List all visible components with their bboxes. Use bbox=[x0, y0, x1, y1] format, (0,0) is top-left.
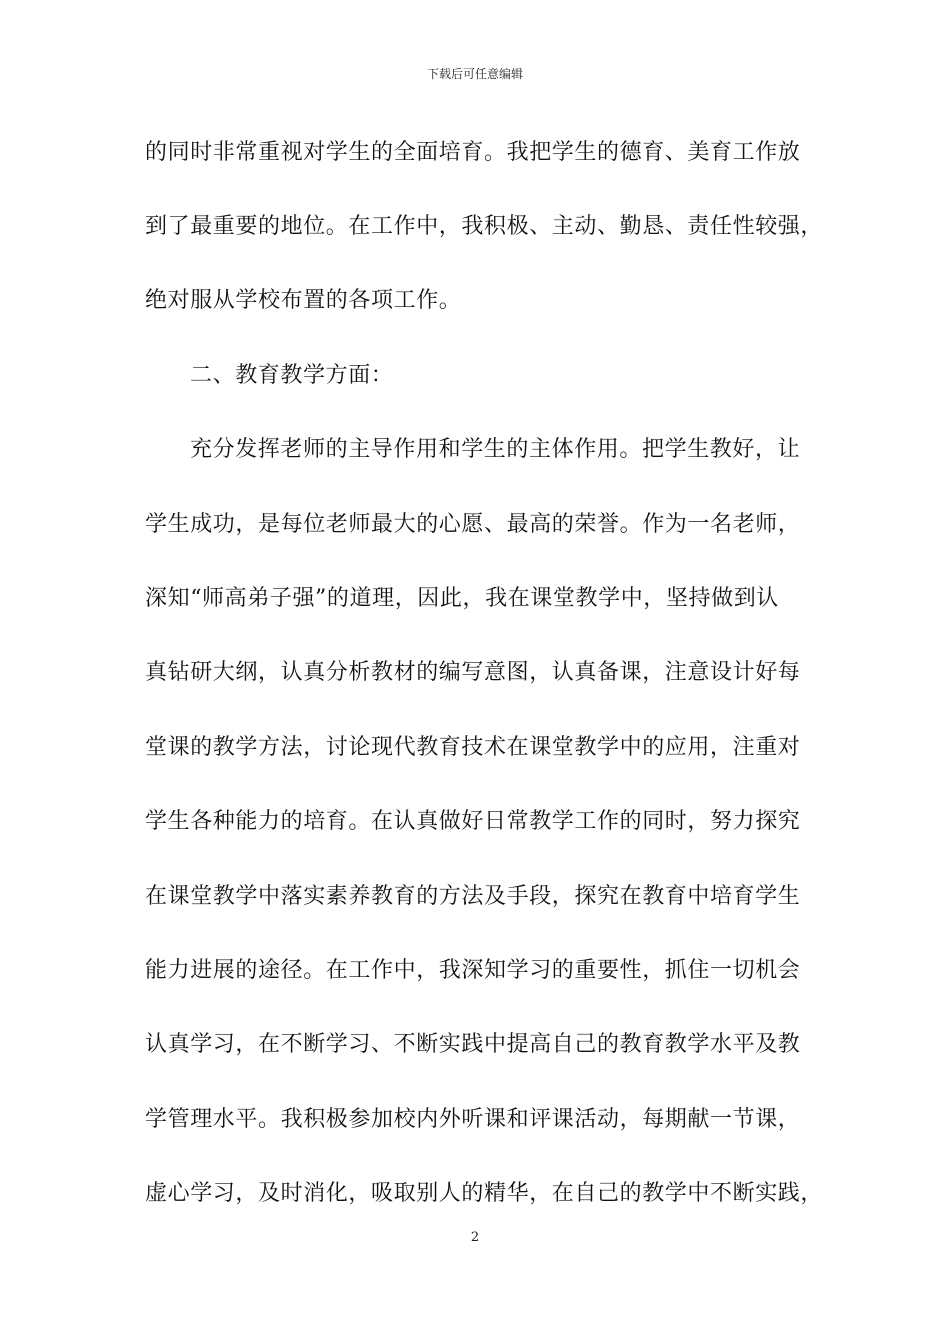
body-line: 学管理水平。我积极参加校内外听课和评课活动，每期献一节课， bbox=[145, 1107, 801, 1132]
body-line: 认真学习，在不断学习、不断实践中提高自己的教育教学水平及教 bbox=[145, 1032, 801, 1057]
body-line: 深知“师高弟子强”的道理，因此，我在课堂教学中，坚持做到认 bbox=[145, 586, 779, 611]
body-line: 到了最重要的地位。在工作中，我积极、主动、勤恳、责任性较强， bbox=[145, 214, 824, 239]
body-line: 在课堂教学中落实素养教育的方法及手段，探究在教育中培育学生 bbox=[145, 884, 801, 909]
section-heading: 二、教育教学方面： bbox=[190, 363, 394, 388]
body-line: 学生成功，是每位老师最大的心愿、最高的荣誉。作为一名老师， bbox=[145, 512, 801, 537]
body-line: 堂课的教学方法，讨论现代教育技术在课堂教学中的应用，注重对 bbox=[145, 735, 801, 760]
body-line: 学生各种能力的培育。在认真做好日常教学工作的同时，努力探究 bbox=[145, 809, 801, 834]
body-line: 绝对服从学校布置的各项工作。 bbox=[145, 288, 462, 313]
body-line: 虚心学习，及时消化，吸取别人的精华，在自己的教学中不断实践， bbox=[145, 1181, 824, 1206]
body-line: 的同时非常重视对学生的全面培育。我把学生的德育、美育工作放 bbox=[145, 140, 801, 165]
page-number: 2 bbox=[470, 1230, 480, 1245]
body-line: 充分发挥老师的主导作用和学生的主体作用。把学生教好，让 bbox=[190, 437, 801, 462]
body-line: 能力进展的途径。在工作中，我深知学习的重要性，抓住一切机会 bbox=[145, 958, 801, 983]
page-header: 下载后可任意编辑 bbox=[426, 67, 523, 81]
body-line: 真钻研大纲，认真分析教材的编写意图，认真备课，注意设计好每 bbox=[145, 660, 801, 685]
